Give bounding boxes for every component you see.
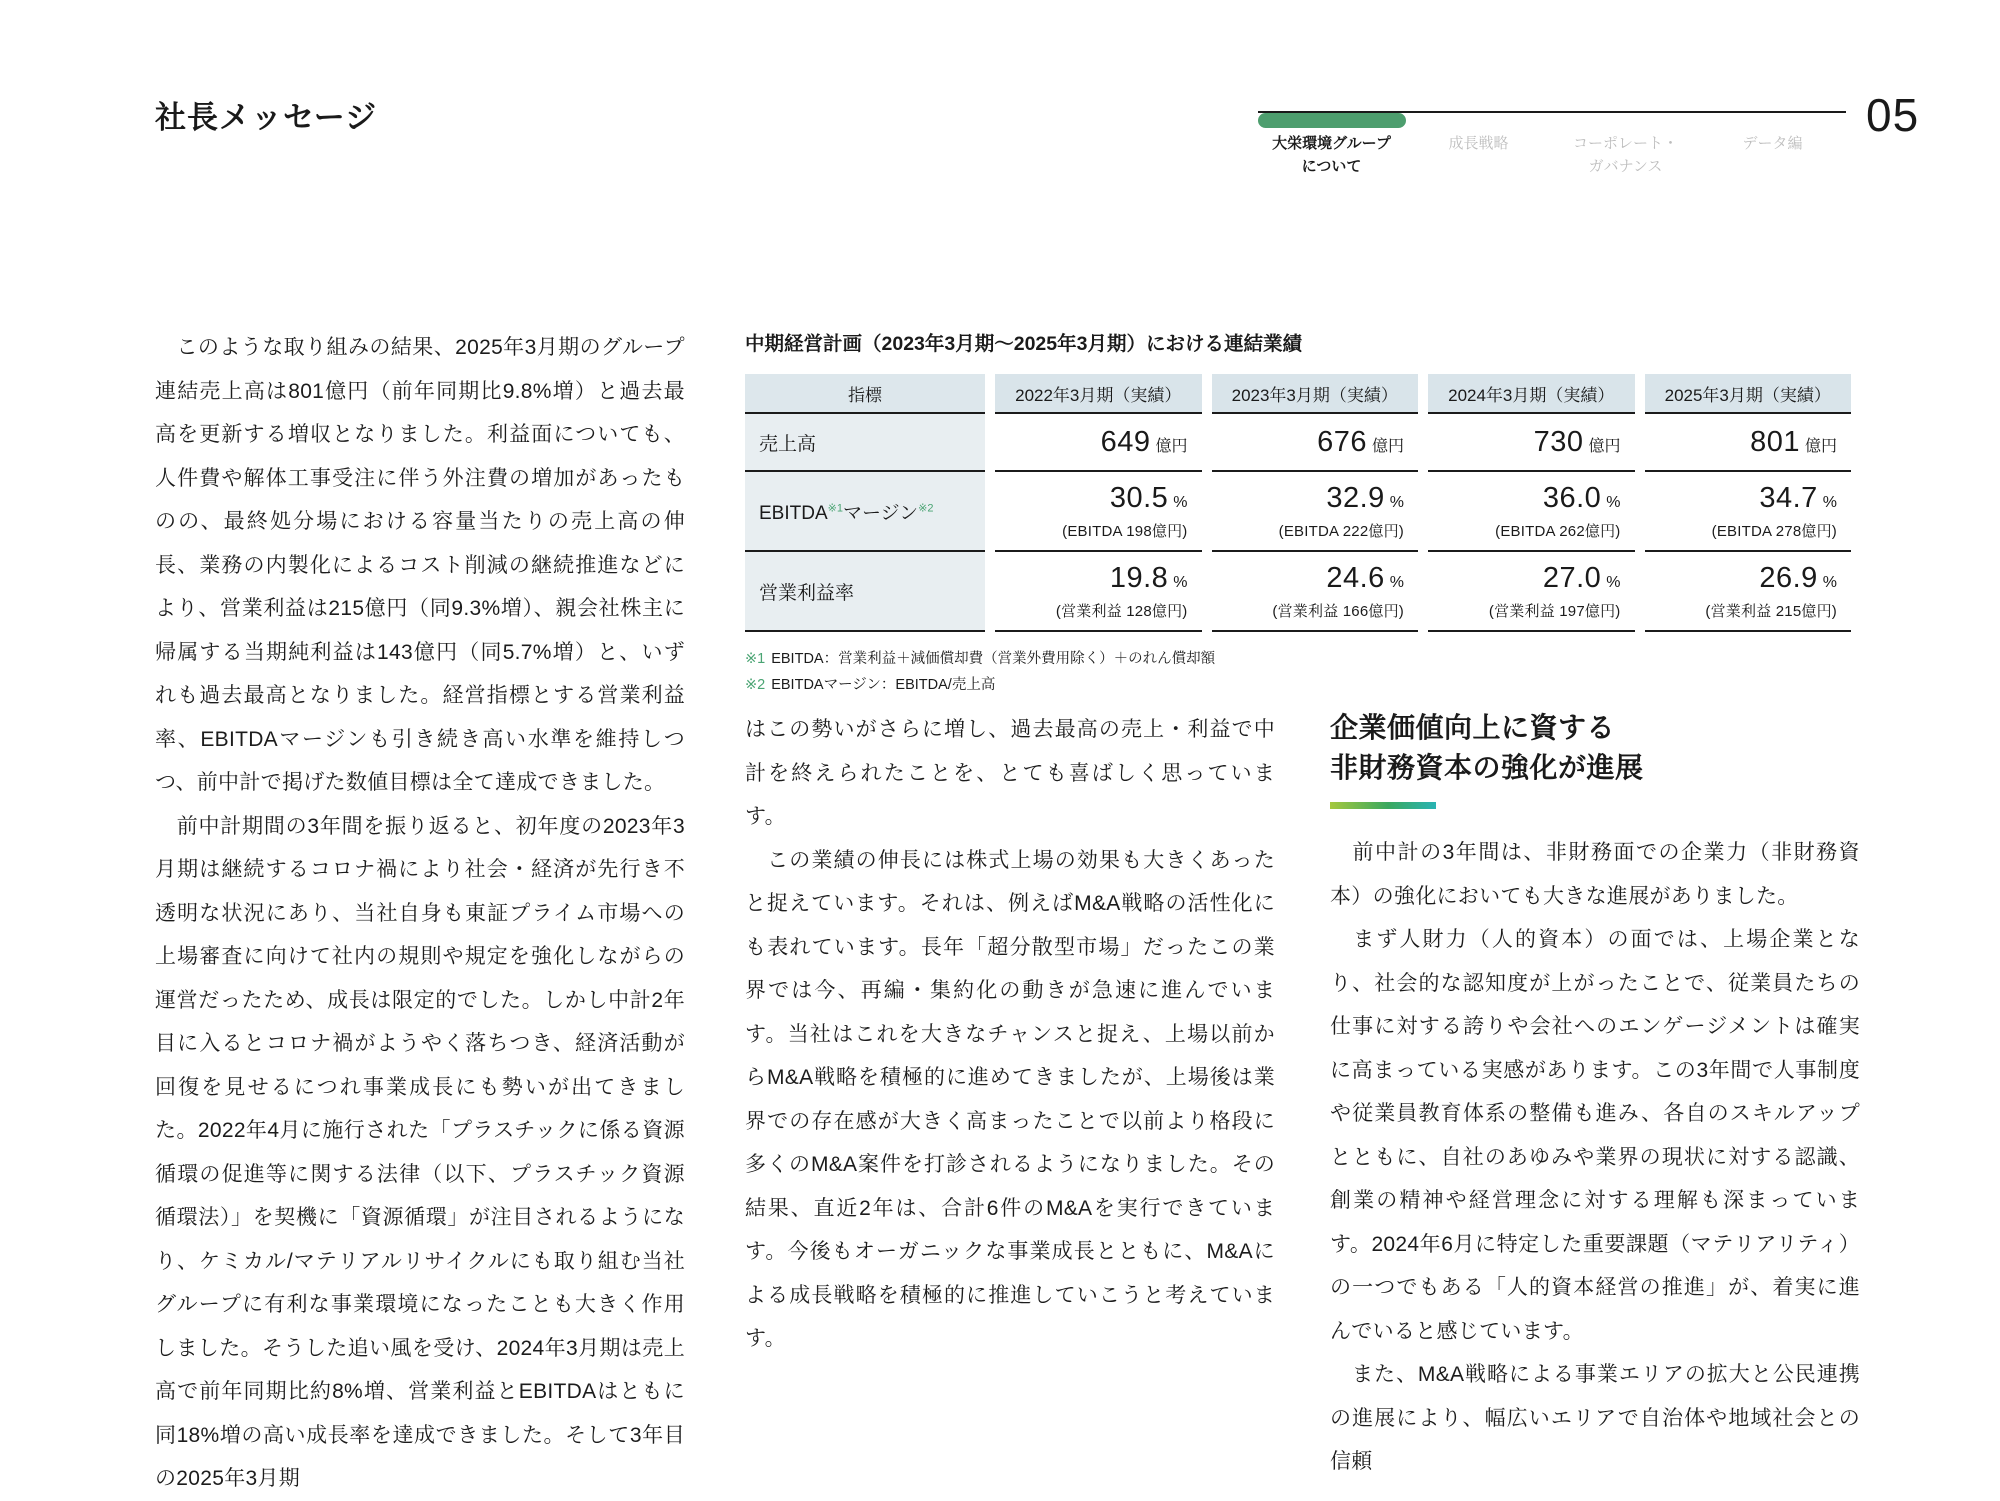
body-paragraph: また、M&A戦略による事業エリアの拡大と公民連携の進展により、幅広いエリアで自治体や地域社会との信頼: [1330, 1363, 1860, 1473]
value-number: 27.0: [1542, 561, 1602, 594]
value-number: 24.6: [1326, 561, 1385, 594]
table-header-cell: 2024年3月期（実績）: [1428, 374, 1635, 414]
body-paragraph: この業績の伸長には株式上場の効果も大きくあったと捉えています。それは、例えばM&A戦略の活性化にも表れています。長年「超分散型市場」だったこの業界では今、再編・集約化の動きが急速に進んでいます。当社はこれを大きなチャンスと捉え、上場以前からM&A戦略を積極的に進めてきましたが、上場後は業界での存在感が大きく高まったことで以前より格段に多くのM&A案件を打診されるようになりました。その結果、直近2年は、合計6件のM&Aを実行できています。今後もオーガニックな事業成長とともに、M&Aによる成長戦略を積極的に推進していこうと考えています。: [745, 848, 1275, 1350]
body-paragraph: まず人財力（人的資本）の面では、上場企業となり、社会的な認知度が上がったことで、従業員たちの仕事に対する誇りや会社へのエンゲージメントは確実に高まっている実感があります。この3年間で人事制度や従業員教育体系の整備も進み、各自のスキルアップとともに、自社のあゆみや業界の現状に対する認識、創業の精神や経営理念に対する理解も深まっています。2024年6月に特定した重要課題（マテリアリティ）の一つでもある「人的資本経営の推進」が、着実に進んでいると感じています。: [1330, 928, 1860, 1343]
value-subtext: (営業利益 215億円): [1705, 602, 1837, 620]
value-unit: 億円: [1804, 437, 1837, 455]
value-number: 19.8: [1109, 561, 1169, 594]
footnote-marker: ※2: [745, 677, 766, 693]
left-text-column: [155, 326, 685, 1501]
table-value-cell: [1212, 472, 1419, 552]
table-footnote: ※2 EBITDAマージン：EBITDA/売上高: [745, 677, 996, 693]
value-number: 34.7: [1759, 481, 1818, 514]
value-unit: %: [1389, 573, 1404, 591]
value-unit: %: [1173, 493, 1188, 511]
value-unit: %: [1822, 493, 1837, 511]
footnote-marker: ※2: [918, 502, 934, 515]
page-title: 社長メッセージ: [155, 100, 378, 135]
value-number: 26.9: [1759, 561, 1818, 594]
value-unit: 億円: [1371, 437, 1404, 455]
value-subtext: (EBITDA 262億円): [1495, 522, 1621, 540]
body-paragraph: 前中計の3年間は、非財務面での企業力（非財務資本）の強化においても大きな進展がありました。: [1330, 841, 1860, 908]
value-number: 801: [1750, 425, 1800, 458]
right-paragraphs: [1330, 831, 1860, 1484]
table-header-cell: 2025年3月期（実績）: [1645, 374, 1852, 414]
nav-tabs: [1258, 133, 1846, 178]
value-unit: %: [1173, 573, 1188, 591]
table-footnote: ※1 EBITDA：営業利益＋減価償却費（営業外費用除く）＋のれん償却額: [745, 651, 1216, 667]
page-number: 05: [1866, 89, 1920, 141]
table-row-label: 売上高: [745, 414, 985, 472]
table-value-cell: [1645, 414, 1852, 472]
value-unit: %: [1822, 573, 1837, 591]
value-subtext: (EBITDA 198億円): [1062, 522, 1188, 540]
subsection-heading: 企業価値向上に資する 非財務資本の強化が進展: [1330, 712, 1644, 783]
table-header-row: [745, 374, 1851, 414]
table-value-cell: [1212, 414, 1419, 472]
value-number: 36.0: [1542, 481, 1602, 514]
table-footnotes: [745, 646, 1851, 698]
footnote-marker: ※1: [827, 502, 843, 515]
table-value-cell: [1645, 552, 1852, 632]
footnote-marker: ※1: [745, 651, 766, 667]
value-number: 30.5: [1109, 481, 1169, 514]
nav-active-indicator: [1258, 113, 1406, 128]
body-paragraph: このような取り組みの結果、2025年3月期のグループ連結売上高は801億円（前年同期比9.8%増）と過去最高を更新する増収となりました。利益面についても、人件費や解体工事受注に伴う外注費の増加があったものの、最終処分場における容量当たりの売上高の伸長、業務の内製化によるコスト削減の継続推進などにより、営業利益は215億円（同9.3%増）、親会社株主に帰属する当期純利益は143億円（同5.7%増）と、いずれも過去最高となりました。経営指標とする営業利益率、EBITDAマージンも引き続き高い水準を維持しつつ、前中計で掲げた数値目標は全て達成できました。: [155, 336, 685, 794]
value-number: 649: [1100, 425, 1151, 458]
table-value-cell: [1428, 414, 1635, 472]
nav-tab-2[interactable]: 成長戦略: [1448, 135, 1509, 152]
nav-tab-4[interactable]: データ編: [1742, 135, 1803, 152]
right-text-column: [1330, 708, 1860, 1484]
table-title: 中期経営計画（2023年3月期～2025年3月期）における連結業績: [745, 333, 1302, 355]
table-header-cell: 2022年3月期（実績）: [995, 374, 1202, 414]
table-header-cell: 指標: [745, 374, 985, 414]
results-table-section: [745, 331, 1851, 698]
table-row: [745, 472, 1851, 552]
value-number: 730: [1533, 425, 1584, 458]
value-subtext: (営業利益 128億円): [1055, 602, 1188, 620]
table-value-cell: [1428, 552, 1635, 632]
section-nav: [1258, 103, 1846, 193]
middle-text-column: [745, 708, 1275, 1361]
nav-tab-3[interactable]: コーポレート・ ガバナンス: [1572, 135, 1678, 175]
table-row: [745, 414, 1851, 472]
table-row: [745, 552, 1851, 632]
financial-results-table: [745, 374, 1851, 632]
table-value-cell: [1645, 472, 1852, 552]
value-number: 32.9: [1326, 481, 1385, 514]
table-value-cell: [995, 552, 1202, 632]
value-subtext: (EBITDA 278億円): [1711, 522, 1837, 540]
value-unit: %: [1606, 493, 1621, 511]
value-subtext: (営業利益 197億円): [1488, 602, 1621, 620]
table-value-cell: [1212, 552, 1419, 632]
heading-accent-bar: [1330, 802, 1436, 809]
table-row-label: EBITDA$^{※1}$マージン$^{※2}$: [745, 472, 985, 552]
body-paragraph: はこの勢いがさらに増し、過去最高の売上・利益で中計を終えられたことを、とても喜ばしく思っています。: [745, 718, 1275, 828]
value-unit: 億円: [1155, 437, 1188, 455]
value-unit: %: [1389, 493, 1404, 511]
table-row-label: 営業利益率: [745, 552, 985, 632]
value-subtext: (営業利益 166億円): [1272, 602, 1404, 620]
table-value-cell: [995, 414, 1202, 472]
nav-tab-1[interactable]: 大栄環境グループ について: [1272, 135, 1391, 175]
value-subtext: (EBITDA 222億円): [1278, 522, 1404, 540]
value-unit: 億円: [1588, 437, 1621, 455]
table-value-cell: [1428, 472, 1635, 552]
value-number: 676: [1317, 425, 1367, 458]
table-value-cell: [995, 472, 1202, 552]
table-header-cell: 2023年3月期（実績）: [1212, 374, 1419, 414]
value-unit: %: [1606, 573, 1621, 591]
body-paragraph: 前中計期間の3年間を振り返ると、初年度の2023年3月期は継続するコロナ禍により社会・経済が先行き不透明な状況にあり、当社自身も東証プライム市場への上場審査に向けて社内の規則や規定を強化しながらの運営だったため、成長は限定的でした。しかし中計2年目に入るとコロナ禍がようやく落ちつき、経済活動が回復を見せるにつれ事業成長にも勢いが出てきました。2022年4月に施行された「プラスチックに係る資源循環の促進等に関する法律（以下、プラスチック資源循環法）」を契機に「資源循環」が注目されるようになり、ケミカル/マテリアルリサイクルにも取り組む当社グループに有利な事業環境になったことも大きく作用しました。そうした追い風を受け、2024年3月期は売上高で前年同期比約8%増、営業利益とEBITDAはともに同18%増の高い成長率を達成できました。そして3年目の2025年3月期: [155, 814, 685, 1490]
